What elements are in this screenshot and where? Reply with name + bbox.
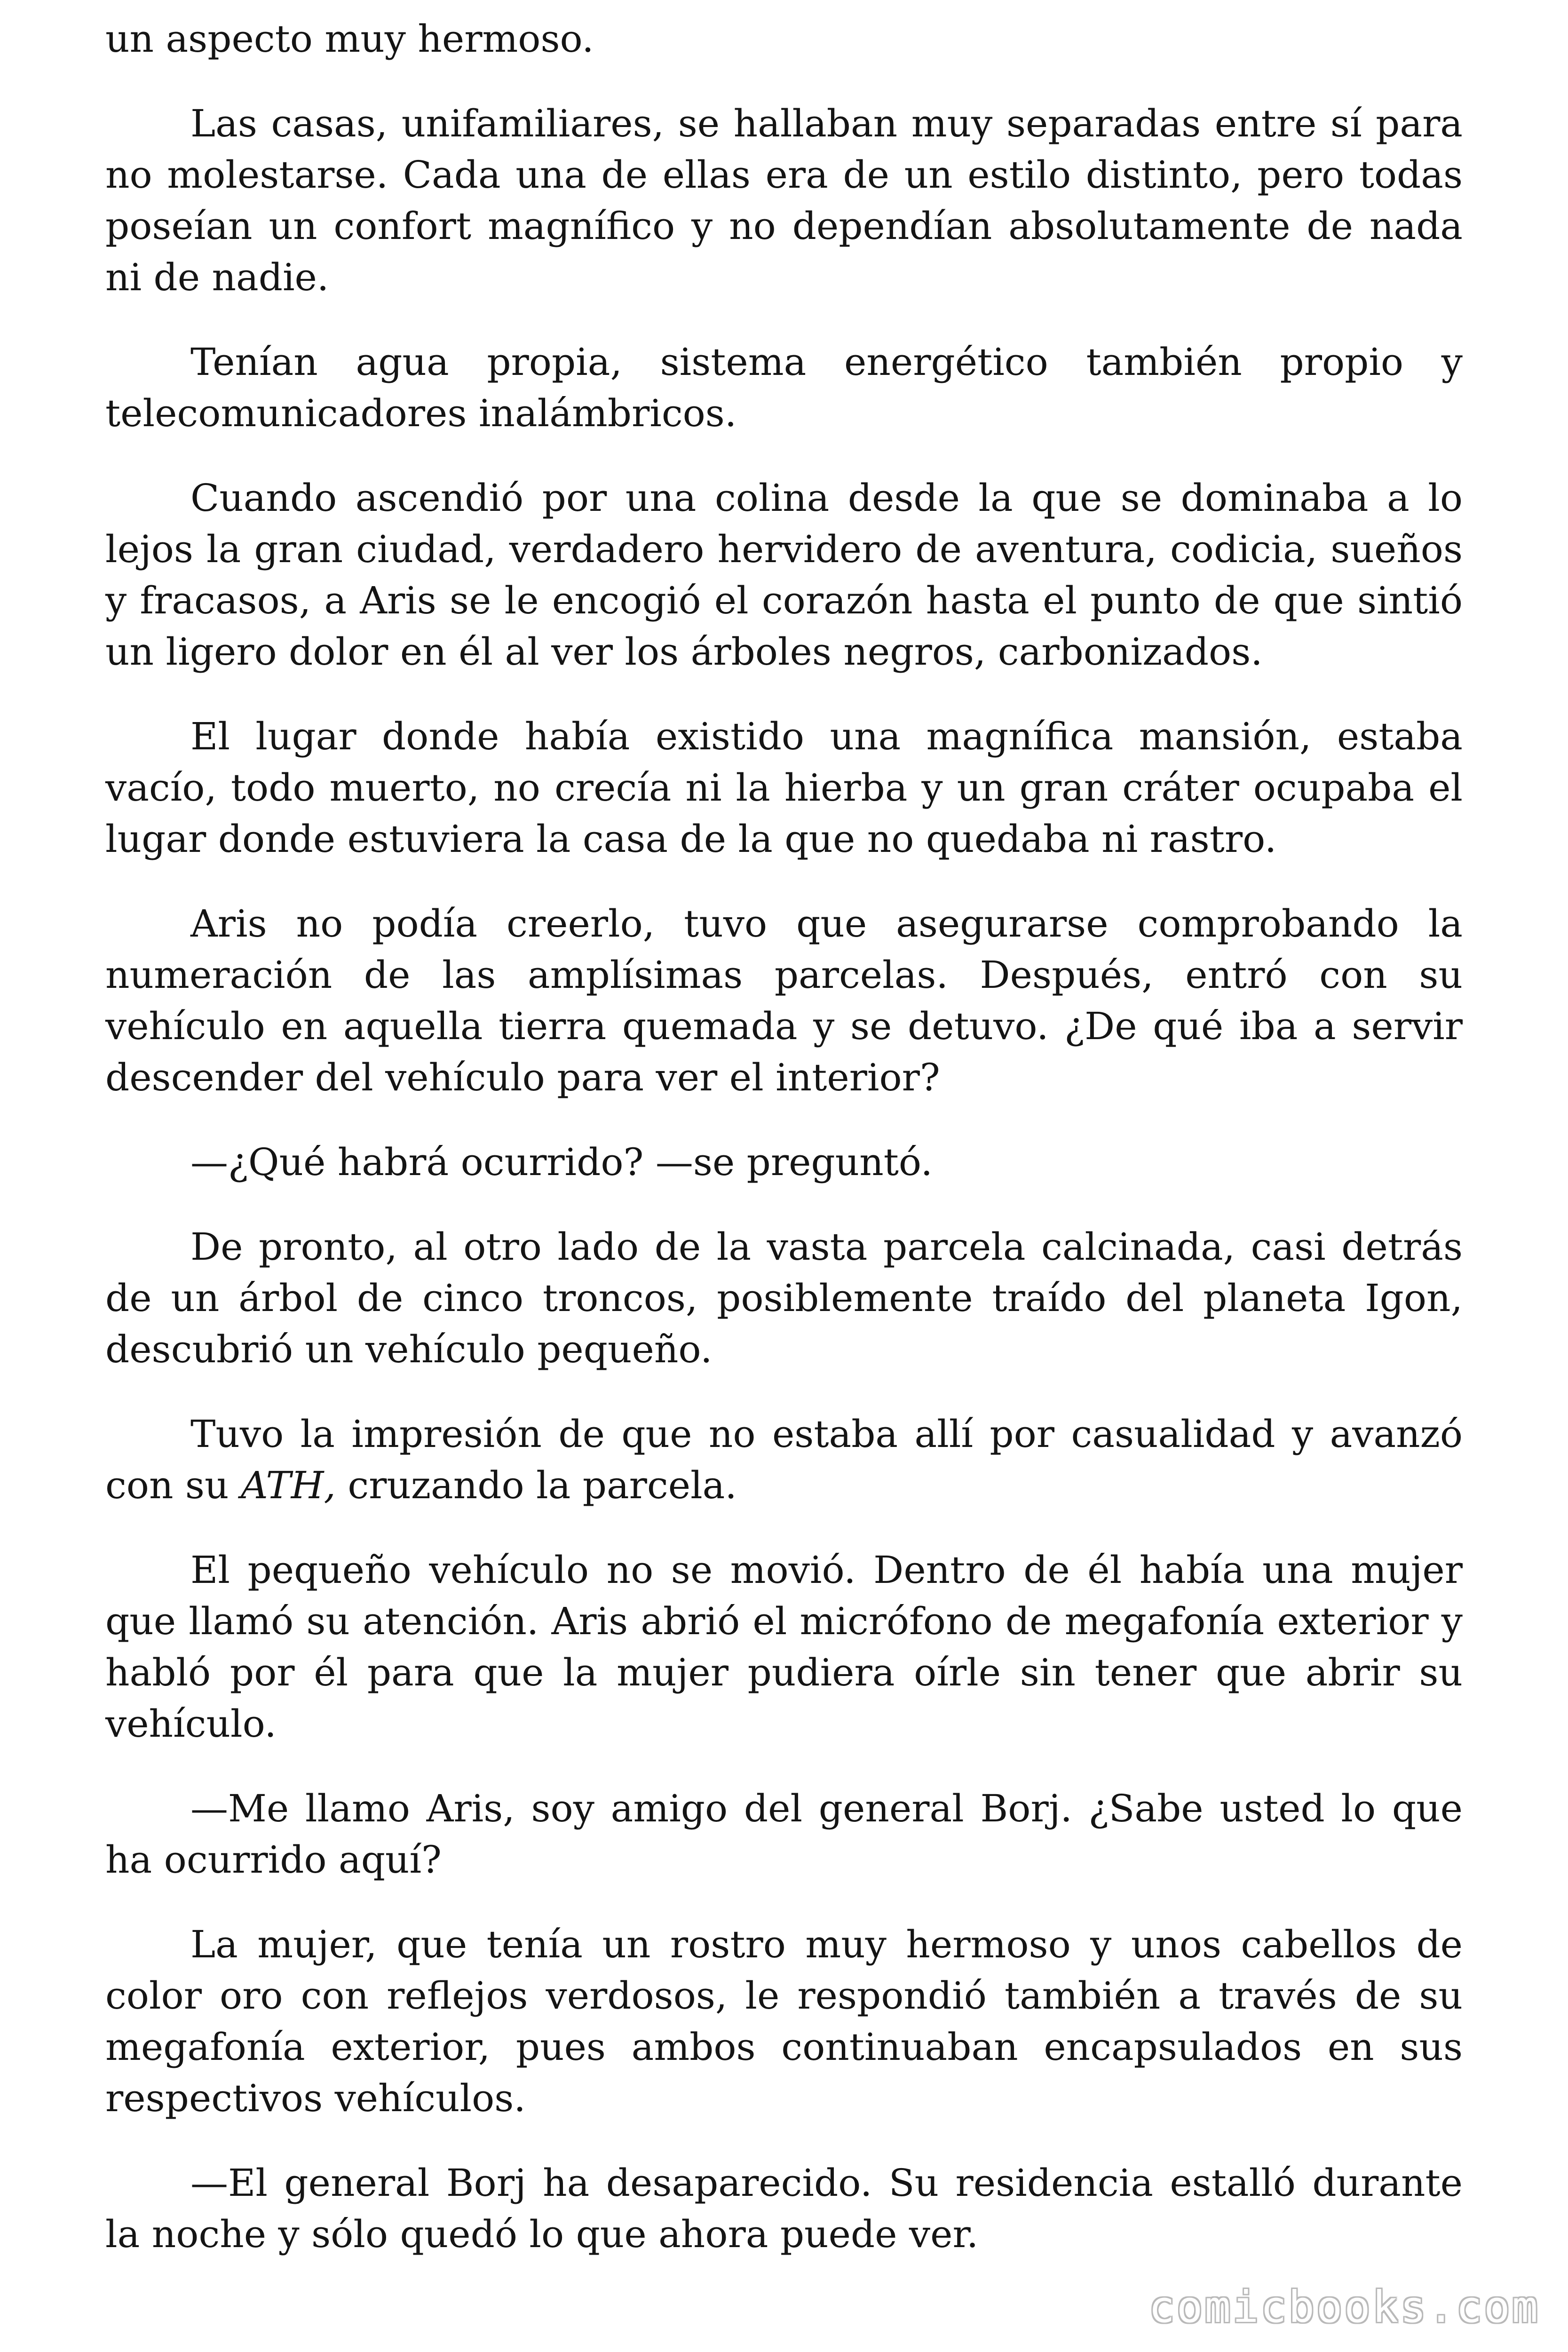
watermark-text: comicbooks.com <box>1148 2282 1540 2332</box>
dialogue-paragraph: —Me llamo Aris, soy amigo del general Borj. ¿Sabe usted lo que ha ocurrido aquí? <box>105 1787 1463 1882</box>
paragraph-continuation: un aspecto muy hermoso. <box>105 17 594 61</box>
paragraph: Tenían agua propia, sistema energético también propio y telecomunicadores inalámbricos. <box>105 340 1463 435</box>
paragraph-text-after: cruzando la parcela. <box>335 1463 737 1507</box>
paragraph: El lugar donde había existido una magnífica mansión, estaba vacío, todo muerto, no crecía ni la hierba y un gran cráter ocupaba el lugar donde estuviera la casa de la que no quedaba ni rastro. <box>105 715 1463 861</box>
dialogue-paragraph: —El general Borj ha desaparecido. Su residencia estalló durante la noche y sólo quedó lo que ahora puede ver. <box>105 2161 1463 2256</box>
paragraph: De pronto, al otro lado de la vasta parcela calcinada, casi detrás de un árbol de cinco troncos, posiblemente traído del planeta Igon, descubrió un vehículo pequeño. <box>105 1225 1463 1371</box>
paragraph-text-before: Tuvo la impresión de que no estaba allí por casualidad y avanzó con su <box>105 1412 1463 1507</box>
dialogue-paragraph: —¿Qué habrá ocurrido? —se preguntó. <box>190 1140 933 1184</box>
paragraph: La mujer, que tenía un rostro muy hermoso y unos cabellos de color oro con reflejos verdosos, le respondió también a través de su megafonía exterior, pues ambos continuaban encapsulados en sus respectivos vehículos. <box>105 1923 1463 2120</box>
paragraph: Las casas, unifamiliares, se hallaban muy separadas entre sí para no molestarse. Cada una de ellas era de un estilo distinto, pero todas poseían un confort magnífico y no dependían absolutamente de nada ni de nadie. <box>105 102 1463 299</box>
italic-term: ATH, <box>240 1463 336 1507</box>
paragraph-with-italic <box>105 1408 1463 1511</box>
paragraph: Cuando ascendió por una colina desde la que se dominaba a lo lejos la gran ciudad, verdadero hervidero de aventura, codicia, sueños y fracasos, a Aris se le encogió el corazón hasta el punto de que sintió un ligero dolor en él al ver los árboles negros, carbonizados. <box>105 476 1463 674</box>
paragraph: Aris no podía creerlo, tuvo que asegurarse comprobando la numeración de las amplísimas parcelas. Después, entró con su vehículo en aquella tierra quemada y se detuvo. ¿De qué iba a servir descender del vehículo para ver el interior? <box>105 902 1463 1099</box>
book-page <box>105 13 1463 2260</box>
paragraph: El pequeño vehículo no se movió. Dentro de él había una mujer que llamó su atención. Aris abrió el micrófono de megafonía exterior y habló por él para que la mujer pudiera oírle sin tener que abrir su vehículo. <box>105 1548 1463 1746</box>
